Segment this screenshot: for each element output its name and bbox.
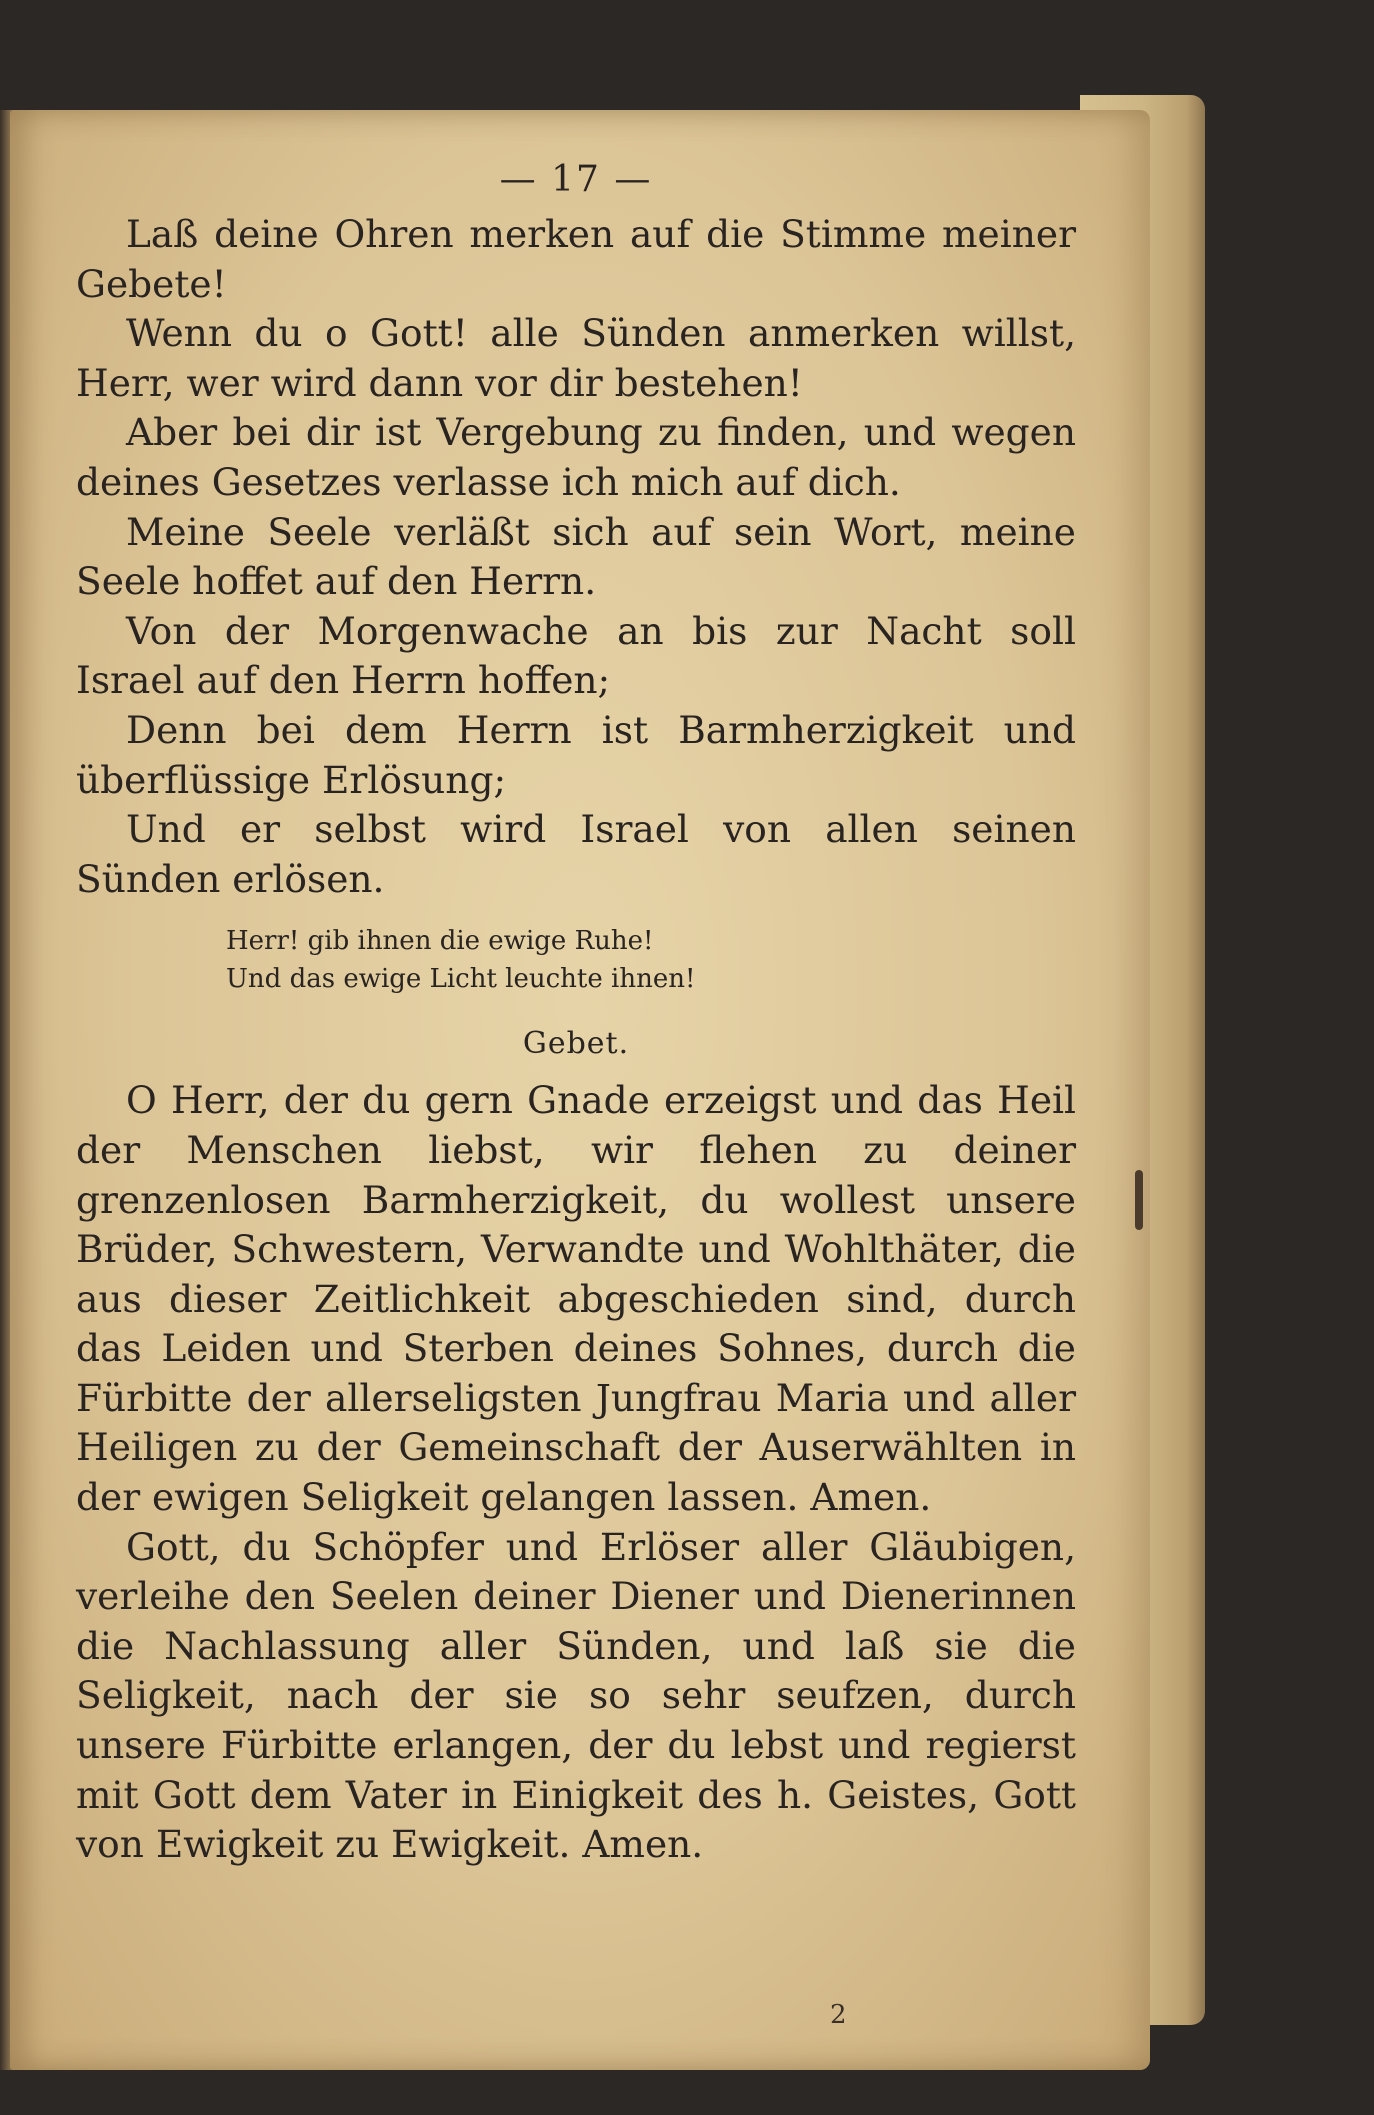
psalm-text bbox=[76, 210, 1076, 904]
book-page bbox=[10, 110, 1150, 2070]
prayer-paragraph: O Herr, der du gern Gnade erzeigst und das Heil der Menschen liebst, wir flehen zu deiner grenzenlosen Barmherzigkeit, du wollest unsere Brüder, Schwestern, Verwandte und Wohlthäter, die aus dieser Zeitlichkeit abgeschieden sind, durch das Leiden und Sterben deines Sohnes, durch die Fürbitte der allerseligsten Jungfrau Maria und aller Heiligen zu der Gemeinschaft der Auserwählten in der ewigen Seligkeit gelangen lassen. Amen. bbox=[76, 1078, 1076, 1520]
page-number: — 17 — bbox=[499, 159, 653, 200]
prayer-heading: Gebet. bbox=[522, 1026, 630, 1062]
signature-mark: 2 bbox=[830, 2000, 847, 2030]
verse-line: Herr! gib ihnen die ewige Ruhe! bbox=[226, 926, 654, 957]
psalm-line: Denn bei dem Herrn ist Barmherzigkeit und überflüssige Erlösung; bbox=[76, 707, 1076, 802]
psalm-line: Von der Morgenwache an bis zur Nacht soll Israel auf den Herrn hoffen; bbox=[76, 608, 1076, 703]
page-text bbox=[76, 150, 1076, 1870]
psalm-line: Und er selbst wird Israel von allen seinen Sünden erlösen. bbox=[76, 807, 1076, 901]
prayer-text bbox=[76, 1076, 1076, 1870]
psalm-line: Meine Seele verläßt sich auf sein Wort, meine Seele hoffet auf den Herrn. bbox=[76, 509, 1076, 604]
psalm-line: Aber bei dir ist Vergebung zu finden, und wegen deines Gesetzes verlasse ich mich auf dich. bbox=[76, 410, 1076, 504]
psalm-line: Laß deine Ohren merken auf die Stimme meiner Gebete! bbox=[76, 212, 1076, 306]
page-edge-mark bbox=[1135, 1170, 1143, 1230]
verse-line: Und das ewige Licht leuchte ihnen! bbox=[226, 964, 696, 995]
psalm-line: Wenn du o Gott! alle Sünden anmerken willst, Herr, wer wird dann vor dir bestehen! bbox=[76, 311, 1076, 405]
prayer-paragraph: Gott, du Schöpfer und Erlöser aller Gläubigen, verleihe den Seelen deiner Diener und Dienerinnen die Nachlassung aller Sünden, und laß sie die Seligkeit, nach der sie so sehr seufzen, durch unsere Fürbitte erlangen, der du lebst und regierst mit Gott dem Vater in Einigkeit des h. Geistes, Gott von Ewigkeit zu Ewigkeit. Amen. bbox=[76, 1524, 1076, 1867]
